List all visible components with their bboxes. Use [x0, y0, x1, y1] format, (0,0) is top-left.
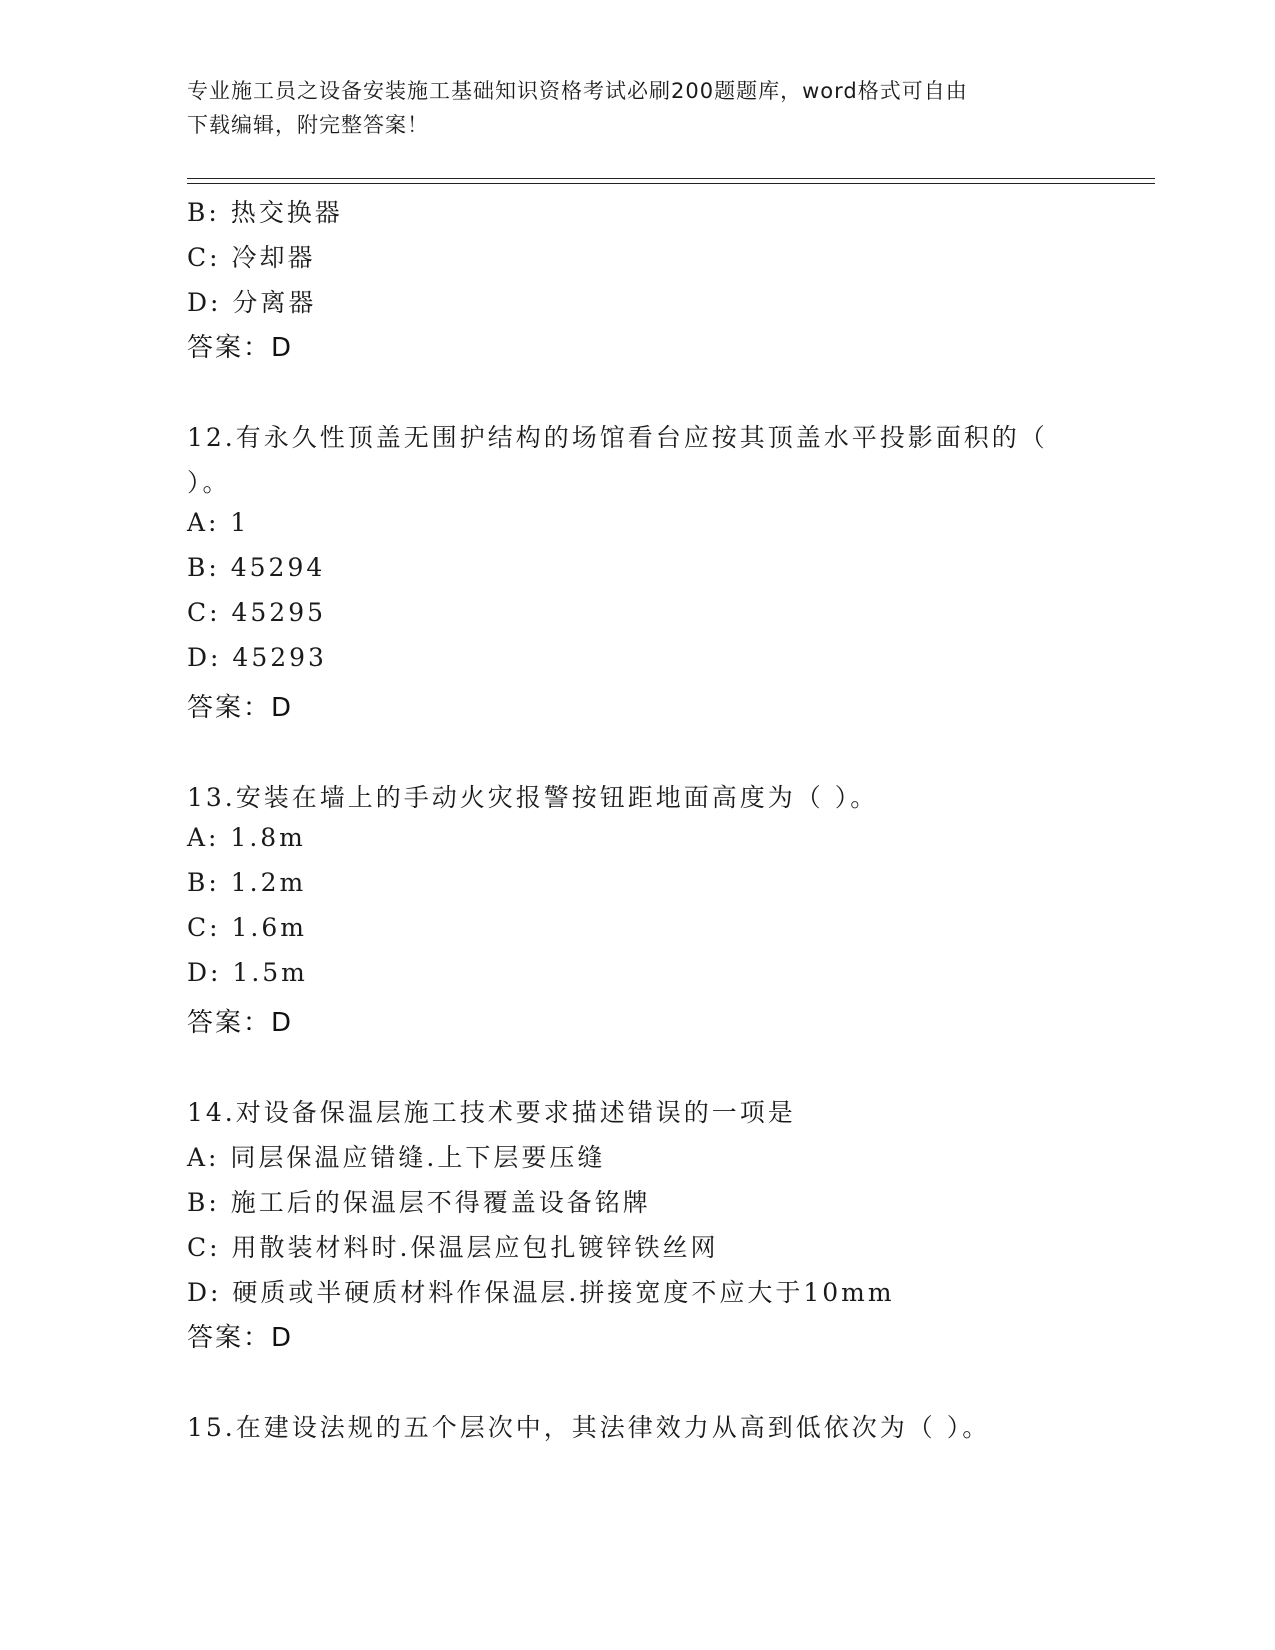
q14-option-c: C: 用散装材料时.保温层应包扎镀锌铁丝网 [187, 1233, 719, 1262]
header-line-1: 专业施工员之设备安装施工基础知识资格考试必刷200题题库，word格式可自由 [187, 79, 968, 103]
header-line-2: 下载编辑，附完整答案！ [187, 113, 429, 137]
document-header [187, 74, 1067, 142]
q12-option-b: B: 45294 [187, 553, 326, 582]
q14-answer: 答案：D [187, 1323, 294, 1353]
q12-question-line-2: ）。 [187, 468, 231, 497]
q13-option-d: D: 1.5m [187, 958, 308, 987]
q12-option-a: A: 1 [187, 508, 250, 537]
q13-answer: 答案：D [187, 1008, 294, 1038]
q13-option-a: A: 1.8m [187, 823, 306, 852]
q14-option-d: D: 硬质或半硬质材料作保温层.拼接宽度不应大于10mm [187, 1278, 895, 1307]
q13-option-c: C: 1.6m [187, 913, 307, 942]
q11-option-c: C: 冷却器 [187, 243, 316, 272]
q14-option-a: A: 同层保温应错缝.上下层要压缝 [187, 1143, 606, 1172]
q12-question-line-1: 12.有永久性顶盖无围护结构的场馆看台应按其顶盖水平投影面积的（ [187, 423, 1048, 452]
q15-question: 15.在建设法规的五个层次中，其法律效力从高到低依次为（ ）。 [187, 1413, 991, 1442]
q13-option-b: B: 1.2m [187, 868, 307, 897]
header-divider-top [187, 178, 1155, 179]
q12-option-d: D: 45293 [187, 643, 327, 672]
q11-answer: 答案：D [187, 333, 294, 363]
q12-option-c: C: 45295 [187, 598, 327, 627]
q11-option-b: B: 热交换器 [187, 198, 343, 227]
q14-option-b: B: 施工后的保温层不得覆盖设备铭牌 [187, 1188, 651, 1217]
q12-answer: 答案：D [187, 693, 294, 723]
q11-option-d: D: 分离器 [187, 288, 317, 317]
header-divider-bottom [187, 183, 1155, 184]
q13-question: 13.安装在墙上的手动火灾报警按钮距地面高度为（ ）。 [187, 783, 879, 812]
q14-question: 14.对设备保温层施工技术要求描述错误的一项是 [187, 1098, 796, 1127]
